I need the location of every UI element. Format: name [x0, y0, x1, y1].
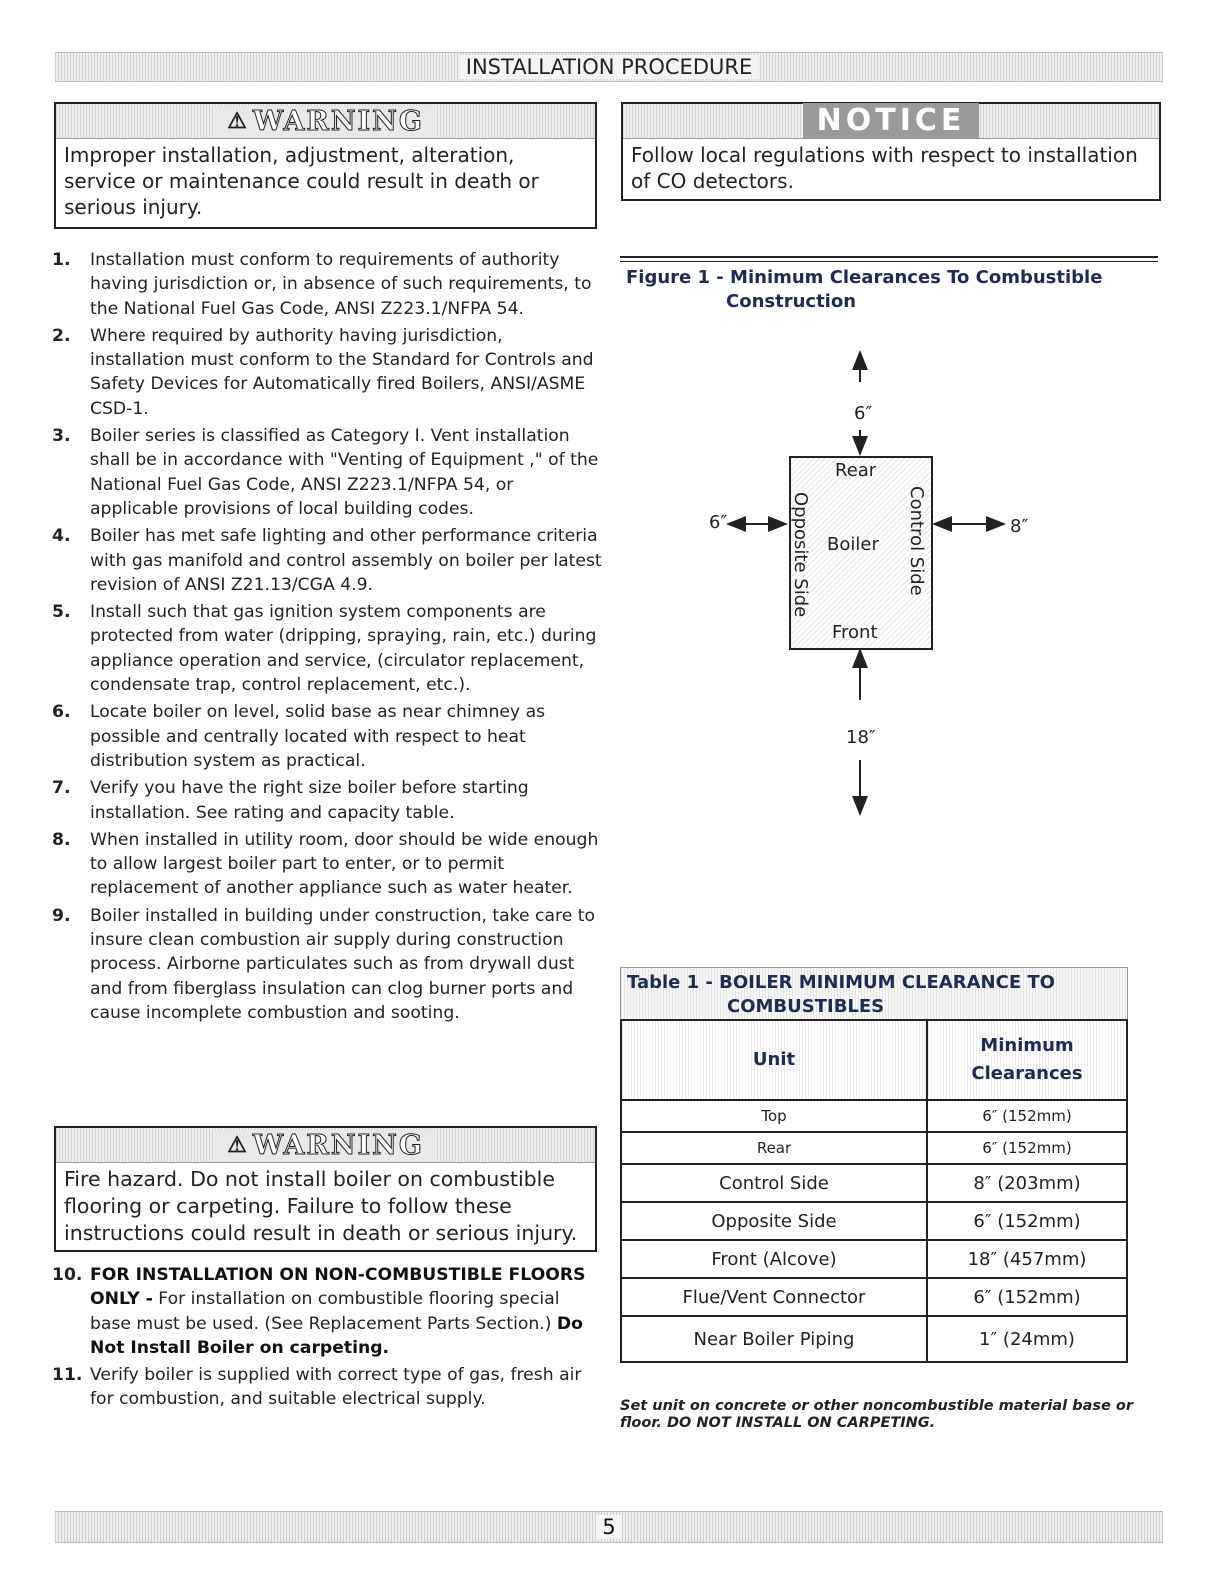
list-item: 9. Boiler installed in building under construction, take care to insure clean combustion air supply during construction process. Airborne particulates such as from drywall dust and from fiberglass insulation can clog burner ports and cause incomplete combustion and sooting.: [52, 905, 596, 1023]
figure-title: Figure 1 - Minimum Clearances To Combustible Construction: [626, 267, 1103, 312]
notice-text: Follow local regulations with respect to installation of CO detectors.: [631, 143, 1138, 193]
carpeting-warning: Do Not Install Boiler on carpeting.: [90, 1313, 583, 1358]
list-item: 5. Install such that gas ignition system components are protected from water (dripping, spraying, rain, etc.) during appliance operation and service, (circulator replacement, condensate trap, control replacement, etc.).: [52, 602, 597, 696]
warning-header: [56, 1128, 595, 1163]
left-clearance-label: 6″: [709, 512, 728, 533]
clearance-diagram: [700, 340, 1060, 820]
table-caption: Table 1 - BOILER MINIMUM CLEARANCE TO COMBUSTIBLES: [620, 967, 1128, 1019]
warning-box: [54, 102, 597, 229]
figure-rule: [620, 261, 1158, 262]
table-row: Flue/Vent Connector 6″ (152mm): [621, 1278, 1127, 1316]
notice-title: NOTICE: [803, 103, 980, 138]
section-header: [55, 52, 1163, 82]
clearance-table: [620, 967, 1128, 1363]
table-row: Rear 6″ (152mm): [621, 1132, 1127, 1164]
bottom-clearance-label: 18″: [846, 727, 876, 748]
table-row: Top 6″ (152mm): [621, 1100, 1127, 1132]
notice-box: [621, 102, 1161, 201]
list-item: 1. Installation must conform to requirements of authority having jurisdiction or, in absence of such requirements, to the National Fuel Gas Code, ANSI Z223.1/NFPA 54.: [52, 250, 592, 319]
installation-steps: [52, 248, 602, 1028]
carpeting-note: Set unit on concrete or other noncombustible material base or floor. DO NOT INSTALL ON CARPETING.: [620, 1398, 1133, 1431]
table-row: Front (Alcove) 18″ (457mm): [621, 1240, 1127, 1278]
list-item: 8. When installed in utility room, door should be wide enough to allow largest boiler part to enter, or to permit replacement of another appliance such as water heater.: [52, 829, 599, 899]
table-row: Control Side 8″ (203mm): [621, 1164, 1127, 1202]
table-row: Near Boiler Piping 1″ (24mm): [621, 1316, 1127, 1362]
front-label: Front: [832, 622, 878, 643]
list-item: 6. Locate boiler on level, solid base as near chimney as possible and centrally located with respect to heat distribution system as practical.: [52, 702, 546, 771]
list-item: 2. Where required by authority having jurisdiction, installation must conform to the Standard for Controls and Safety Devices for Automatically fired Boilers, ANSI/ASME CSD-1.: [52, 325, 594, 419]
warning-title: WARNING: [252, 106, 424, 137]
list-item: 10. FOR INSTALLATION ON NON-COMBUSTIBLE FLOORS ONLY - For installation on combustible flooring special base must be used. (See Replacement Parts Section.) Do Not Install Boiler on carpeting.: [52, 1265, 586, 1358]
list-item: 7. Verify you have the right size boiler before starting installation. See rating and capacity table.: [52, 778, 529, 823]
warning-title: WARNING: [252, 1130, 424, 1161]
section-title: INSTALLATION PROCEDURE: [460, 55, 758, 79]
warning-text: Improper installation, adjustment, alteration, service or maintenance could result in death or serious injury.: [64, 143, 539, 219]
opposite-side-label: Opposite Side: [790, 492, 811, 618]
control-side-label: Control Side: [906, 486, 927, 596]
warning-triangle-icon: ⚠: [227, 108, 249, 134]
notice-header: [623, 104, 1159, 139]
column-header-unit: Unit: [621, 1020, 927, 1100]
column-header-clearance: Minimum Clearances: [927, 1020, 1127, 1100]
figure-rule: [620, 256, 1158, 258]
list-item: 3. Boiler series is classified as Category I. Vent installation shall be in accordance with "Venting of Equipment ," of the National Fuel Gas Code, ANSI Z223.1/NFPA 54, or applicable provisions of local building codes.: [52, 426, 599, 519]
list-item: 4. Boiler has met safe lighting and other performance criteria with gas manifold and control assembly on boiler per latest revision of ANSI Z21.13/CGA 4.9.: [52, 526, 602, 595]
boiler-label: Boiler: [827, 534, 879, 555]
table-row: Opposite Side 6″ (152mm): [621, 1202, 1127, 1240]
warning-triangle-icon: ⚠: [227, 1132, 249, 1158]
top-clearance-label: 6″: [854, 403, 873, 424]
page-footer: [55, 1511, 1163, 1543]
right-clearance-label: 8″: [1010, 516, 1029, 537]
warning-header: [56, 104, 595, 139]
list-item: 11. Verify boiler is supplied with correct type of gas, fresh air for combustion, and suitable electrical supply.: [52, 1365, 582, 1410]
warning-text: Fire hazard. Do not install boiler on combustible flooring or carpeting. Failure to follow these instructions could result in death or serious injury.: [64, 1167, 578, 1245]
boiler-outline: [789, 456, 933, 650]
rear-label: Rear: [835, 460, 877, 481]
installation-steps-continued: [52, 1263, 602, 1415]
fire-warning-box: [54, 1126, 597, 1252]
page-number: 5: [596, 1515, 621, 1539]
non-combustible-heading: FOR INSTALLATION ON NON-COMBUSTIBLE FLOORS ONLY -: [90, 1265, 586, 1310]
